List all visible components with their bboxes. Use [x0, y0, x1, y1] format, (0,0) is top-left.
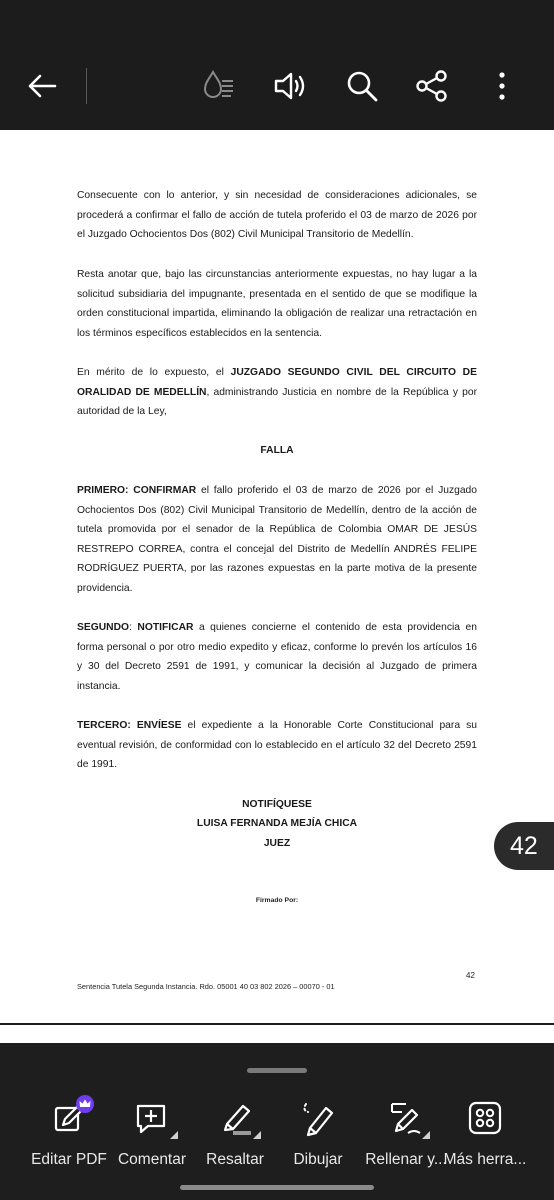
merito-text-post: , administrando Justicia en nombre de la República y por autoridad de la Ley, — [77, 386, 478, 418]
segundo-label: SEGUNDO — [77, 622, 130, 633]
read-aloud-button[interactable] — [268, 64, 312, 108]
tool-more-tools[interactable] — [435, 1095, 535, 1175]
paragraph-merito — [77, 363, 477, 422]
firmado-por: Firmado Por: — [255, 897, 299, 904]
more-tools-icon — [465, 1098, 505, 1138]
search-button[interactable] — [340, 64, 384, 108]
notificar-label: NOTIFICAR — [137, 622, 194, 633]
paragraph-primero — [77, 481, 477, 599]
tool-label: Más herra... — [443, 1151, 527, 1168]
draw-icon — [296, 1098, 340, 1138]
back-button[interactable] — [20, 64, 64, 108]
page-footer: Sentencia Tutela Segunda Instancia. Rdo. 05001 40 03 802 2026 – 00070 - 01 — [77, 982, 335, 991]
primero-text: el fallo proferido el 03 de marzo de 2026 por el Juzgado Ochocientos Dos (802) Civil Municipal Transitorio de Medellín, dentro de la acción de tutela promovida por el senador de la República de Colombia OMAR DE JESÚS RESTREPO CORREA, contra el concejal del Distrito de Medellín ANDRÉS FELIPE RODRÍGUEZ PUERTA, por las razones expuestas en la parte motiva de la presente providencia. — [77, 485, 477, 594]
more-options-button[interactable] — [480, 64, 524, 108]
status-bar — [0, 0, 554, 44]
more-vertical-icon — [497, 71, 507, 101]
tool-menu-indicator — [422, 1131, 430, 1139]
tool-label: Dibujar — [293, 1151, 343, 1168]
page-gap — [0, 1025, 554, 1043]
liquid-mode-icon — [200, 69, 236, 103]
edit-pdf-icon — [39, 1095, 99, 1141]
share-button[interactable] — [410, 64, 454, 108]
highlight-icon — [213, 1098, 257, 1138]
primero-label: PRIMERO: CONFIRMAR — [77, 485, 197, 496]
tool-menu-indicator — [253, 1131, 261, 1139]
court-name: JUZGADO SEGUNDO CIVIL DEL CIRCUITO DE ORALIDAD DE MEDELLÍN — [77, 367, 477, 398]
page-indicator[interactable]: 42 — [494, 822, 554, 870]
gesture-bar[interactable] — [180, 1185, 374, 1190]
tool-draw[interactable] — [268, 1095, 368, 1175]
tool-label: Editar PDF — [31, 1151, 107, 1168]
paragraph-resta-anotar: Resta anotar que, bajo las circunstancias anteriormente expuestas, no hay lugar a la solicitud subsidiaria del impugnante, presentada en el sentido de que se modifique la orden constitucional impartida, eliminando la obligación de realizar una retractación en los términos específicos establecidos en la sentencia. — [77, 269, 477, 339]
judge-name: LUISA FERNANDA MEJÍA CHICA — [196, 818, 358, 829]
tool-menu-indicator — [170, 1131, 178, 1139]
notifiquese-heading: NOTIFÍQUESE — [242, 799, 312, 810]
tool-label: Comentar — [117, 1151, 187, 1168]
speaker-icon — [272, 70, 308, 102]
top-toolbar — [0, 44, 554, 130]
tercero-label: TERCERO: ENVÍESE — [77, 720, 182, 731]
merito-text-pre: En mérito de lo expuesto, el — [77, 367, 231, 378]
sheet-drag-handle[interactable] — [247, 1068, 307, 1073]
paragraph-tercero — [77, 716, 477, 775]
page-footer-number: 42 — [466, 971, 475, 980]
segundo-text: a quienes concierne el contenido de esta providencia en forma personal o por otro medio expedito y eficaz, conforme lo prevén los artículos 16 y 30 del Decreto 2591 de 1991, y comunicar la decisión al Juzgado de primera instancia. — [77, 622, 477, 692]
segundo-sep: : — [129, 622, 138, 633]
arrow-left-icon — [27, 74, 57, 98]
paragraph-segundo — [77, 618, 477, 696]
tercero-text: el expediente a la Honorable Corte Constitucional para su eventual revisión, de conformidad con lo establecido en el artículo 32 del Decreto 2591 de 1991. — [77, 720, 477, 771]
liquid-mode-button[interactable] — [196, 64, 240, 108]
search-icon — [346, 70, 378, 102]
toolbar-divider — [86, 68, 87, 104]
comment-icon — [130, 1098, 174, 1138]
tool-label: Resaltar — [206, 1151, 264, 1168]
falla-heading: FALLA — [260, 445, 294, 456]
tool-label: Rellenar y... — [365, 1151, 447, 1168]
share-icon — [415, 70, 449, 102]
paragraph-consecuente: Consecuente con lo anterior, y sin necesidad de consideraciones adicionales, se procederá a confirmar el fallo de acción de tutela proferido el 03 de marzo de 2026 por el Juzgado Ochocientos Dos (802) Civil Municipal Transitorio de Medellín. — [77, 190, 477, 241]
judge-title: JUEZ — [263, 838, 291, 849]
